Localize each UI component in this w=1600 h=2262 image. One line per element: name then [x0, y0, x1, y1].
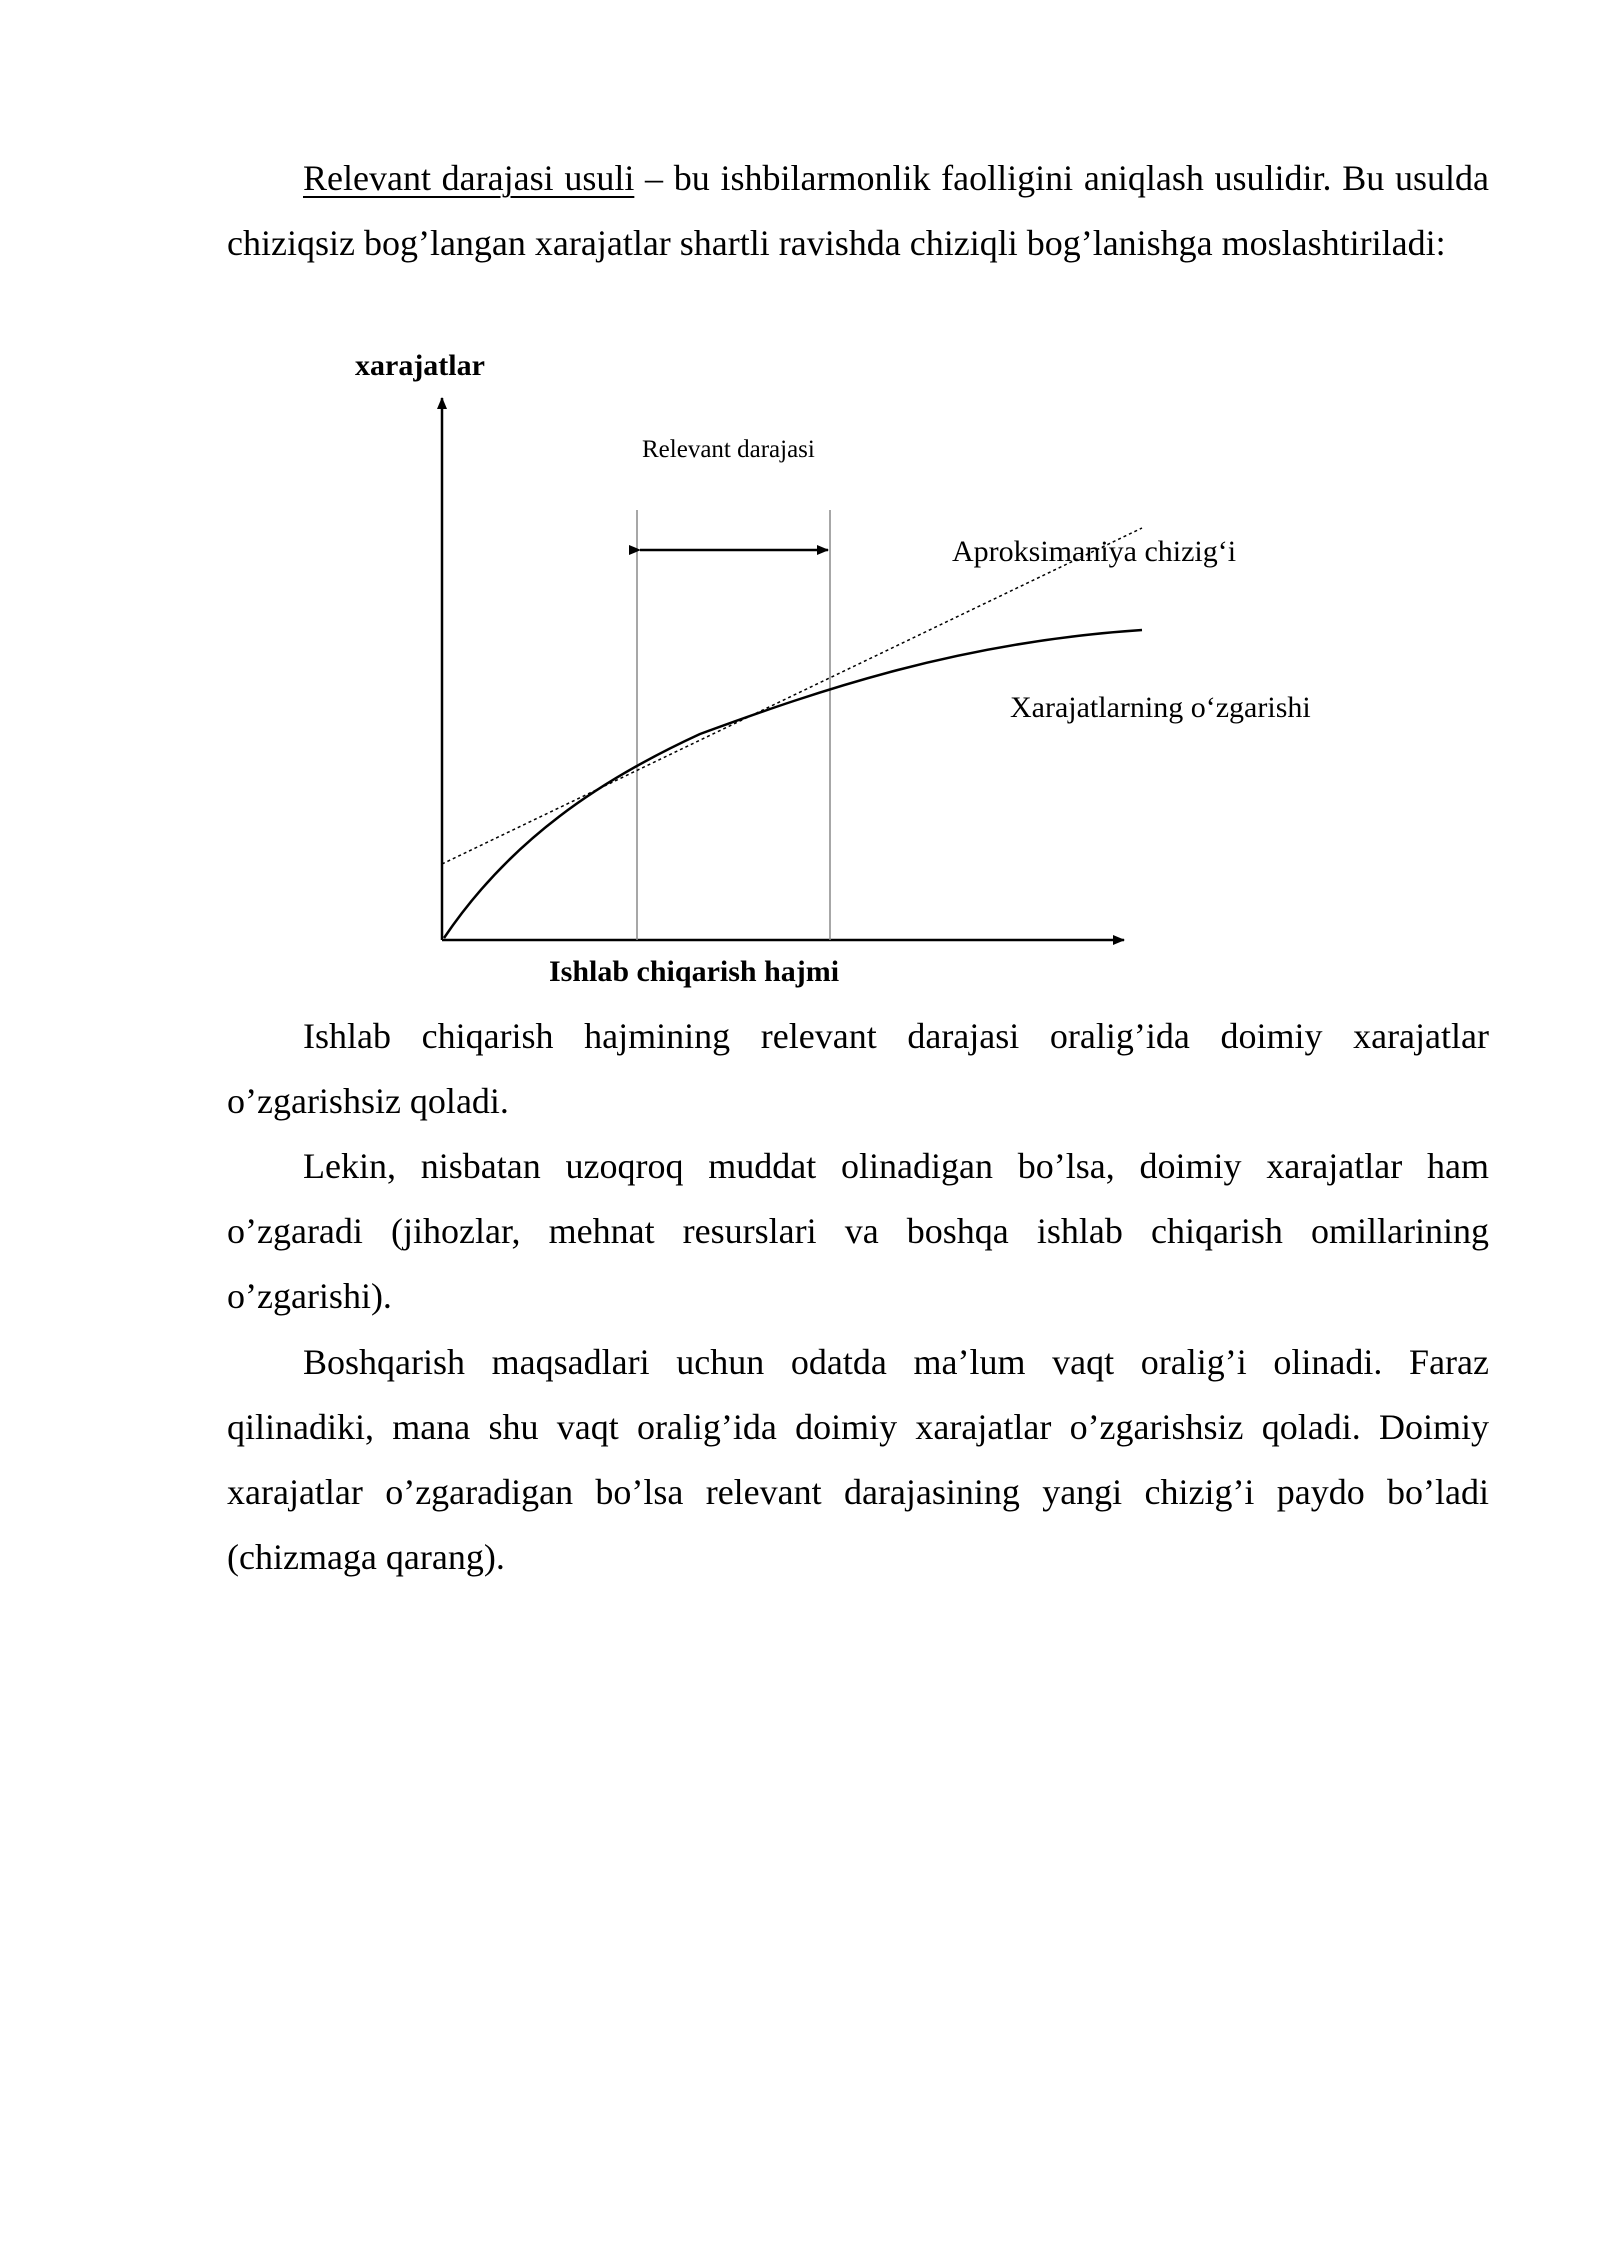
y-axis-label: xarajatlar	[355, 349, 485, 382]
cost-curve	[444, 630, 1142, 938]
x-axis-label: Ishlab chiqarish hajmi	[549, 955, 840, 988]
body-paragraph-3: Boshqarish maqsadlari uchun odatda ma’lum vaqt oralig’i olinadi. Faraz qilinadiki, mana shu vaqt oralig’ida doimiy xarajatlar o’zgarishsiz qoladi. Doimiy xarajatlar o’zgaradigan bo’lsa relevant darajasining yangi chizig’i paydo bo’ladi (chizmaga qarang).	[227, 1342, 1489, 1577]
intro-text: – bu ishbilarmonlik faolligini aniqlash usulidir. Bu usulda chiziqsiz bog’langan xarajatlar shartli ravishda chiziqli bog’lanishga moslashtiriladi:	[227, 158, 1489, 263]
approximation-line-label: Aproksimaniya chizig‘i	[952, 535, 1237, 568]
relevant-range-diagram	[0, 330, 1600, 1010]
intro-paragraph	[227, 146, 1489, 276]
method-term: Relevant darajasi usuli	[303, 158, 635, 198]
range-label: Relevant darajasi	[642, 436, 815, 463]
body-paragraph-1: Ishlab chiqarish hajmining relevant darajasi oralig’ida doimiy xarajatlar o’zgarishsiz qoladi.	[227, 1016, 1489, 1121]
body-paragraph-2: Lekin, nisbatan uzoqroq muddat olinadigan bo’lsa, doimiy xarajatlar ham o’zgaradi (jihozlar, mehnat resurslari va boshqa ishlab chiqarish omillarining o’zgarishi).	[227, 1146, 1489, 1316]
cost-curve-label: Xarajatlarning o‘zgarishi	[1010, 691, 1311, 724]
